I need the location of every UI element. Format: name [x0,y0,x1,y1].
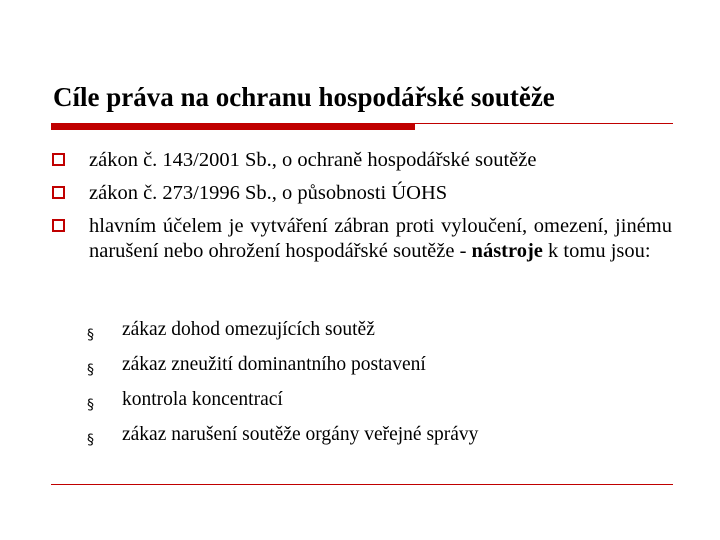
bullet-item [52,148,672,173]
section-sign-icon: § [87,397,94,413]
bullet-list [52,148,672,272]
bullet-text-part: k tomu jsou: [542,240,651,262]
sub-bullet-text: zákaz zneužití dominantního postavení [122,354,426,375]
sub-bullet-list [87,318,647,458]
hollow-square-icon [52,219,65,232]
section-sign-icon: § [87,362,94,378]
bullet-text [89,214,672,264]
sub-bullet-item [87,318,647,342]
hollow-square-icon [52,153,65,166]
hollow-square-icon [52,186,65,199]
bullet-item [52,181,672,206]
sub-bullet-item [87,388,647,412]
sub-bullet-text: zákaz narušení soutěže orgány veřejné správy [122,424,479,445]
sub-bullet-item [87,353,647,377]
slide-title: Cíle práva na ochranu hospodářské soutěže [53,82,555,112]
bullet-text: zákon č. 143/2001 Sb., o ochraně hospodářské soutěže [89,149,537,171]
bullet-text-bold: nástroje [471,240,543,262]
sub-bullet-text: zákaz dohod omezujících soutěž [122,319,375,340]
sub-bullet-text: kontrola koncentrací [122,389,283,410]
section-sign-icon: § [87,432,94,448]
title-divider-thick [51,124,415,130]
footer-divider [51,484,673,485]
section-sign-icon: § [87,327,94,343]
bullet-text: zákon č. 273/1996 Sb., o působnosti ÚOHS [89,182,448,204]
bullet-text-part: hlavním účelem je vytváření zábran proti vyloučení, omezení, jinému narušení nebo ohrožení hospodářské soutěže - [89,215,672,262]
sub-bullet-item [87,423,647,447]
bullet-item [52,214,672,264]
